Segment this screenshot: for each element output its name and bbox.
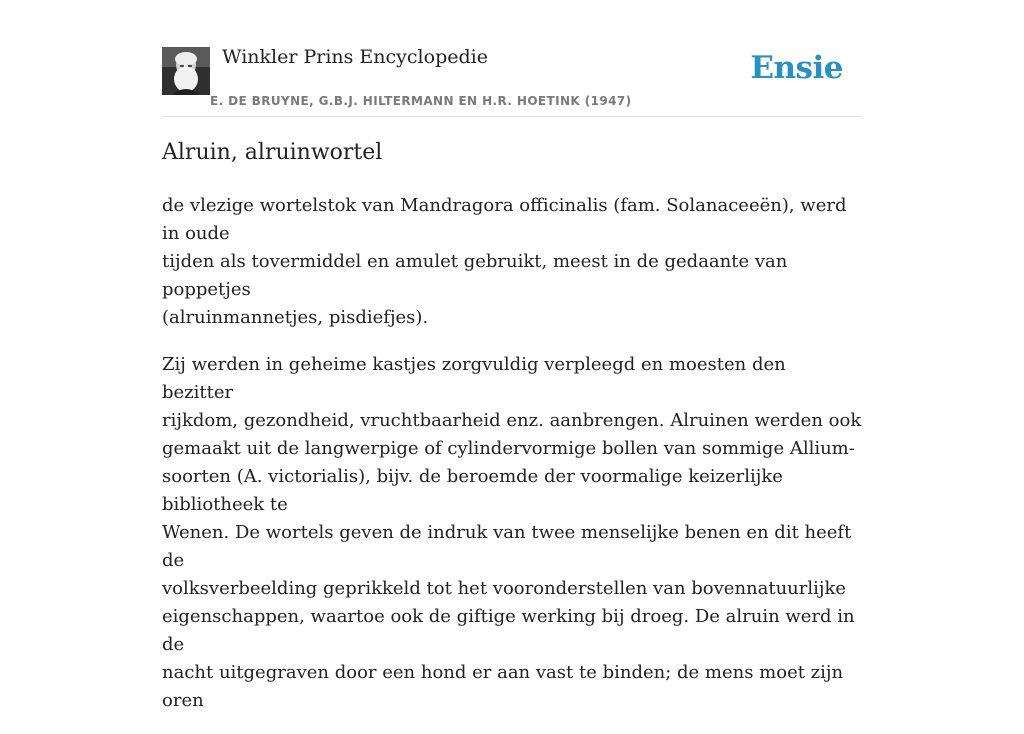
page xyxy=(162,0,862,711)
authors-credit: E. DE BRUYNE, G.B.J. HILTERMANN EN H.R. HOETINK (1947) xyxy=(210,94,632,108)
ensie-logo-link[interactable]: Ensie xyxy=(750,50,843,86)
article-paragraph: Zij werden in geheime kastjes zorgvuldig verpleegd en moesten den bezitter rijkdom, gezondheid, vruchtbaarheid enz. aanbrengen. Alruinen werden ook gemaakt uit de langwerpige of cylindervormige bollen van sommige Allium- soorten (A. victorialis), bijv. de beroemde der voormalige keizerlijke bibliotheek te Wenen. De wortels geven de indruk van twee menselijke benen en dit heeft de volksverbeelding geprikkeld tot het vooronderstellen van bovennatuurlijke eigenschappen, waartoe ook de giftige werking bij droeg. De alruin werd in de nacht uitgegraven door een hond er aan vast te binden; de mens moet zijn oren xyxy=(162,354,862,711)
article-body xyxy=(162,192,862,734)
article-paragraph: de vlezige wortelstok van Mandragora officinalis (fam. Solanaceeën), werd in oude tijden als tovermiddel en amulet gebruikt, meest in de gedaante van poppetjes (alruinmannetjes, pisdiefjes). xyxy=(162,195,847,328)
page-header xyxy=(162,0,862,117)
book-title-link[interactable]: Winkler Prins Encyclopedie xyxy=(222,46,488,68)
author-portrait-icon[interactable] xyxy=(162,47,210,95)
article-title: Alruin, alruinwortel xyxy=(162,140,383,165)
